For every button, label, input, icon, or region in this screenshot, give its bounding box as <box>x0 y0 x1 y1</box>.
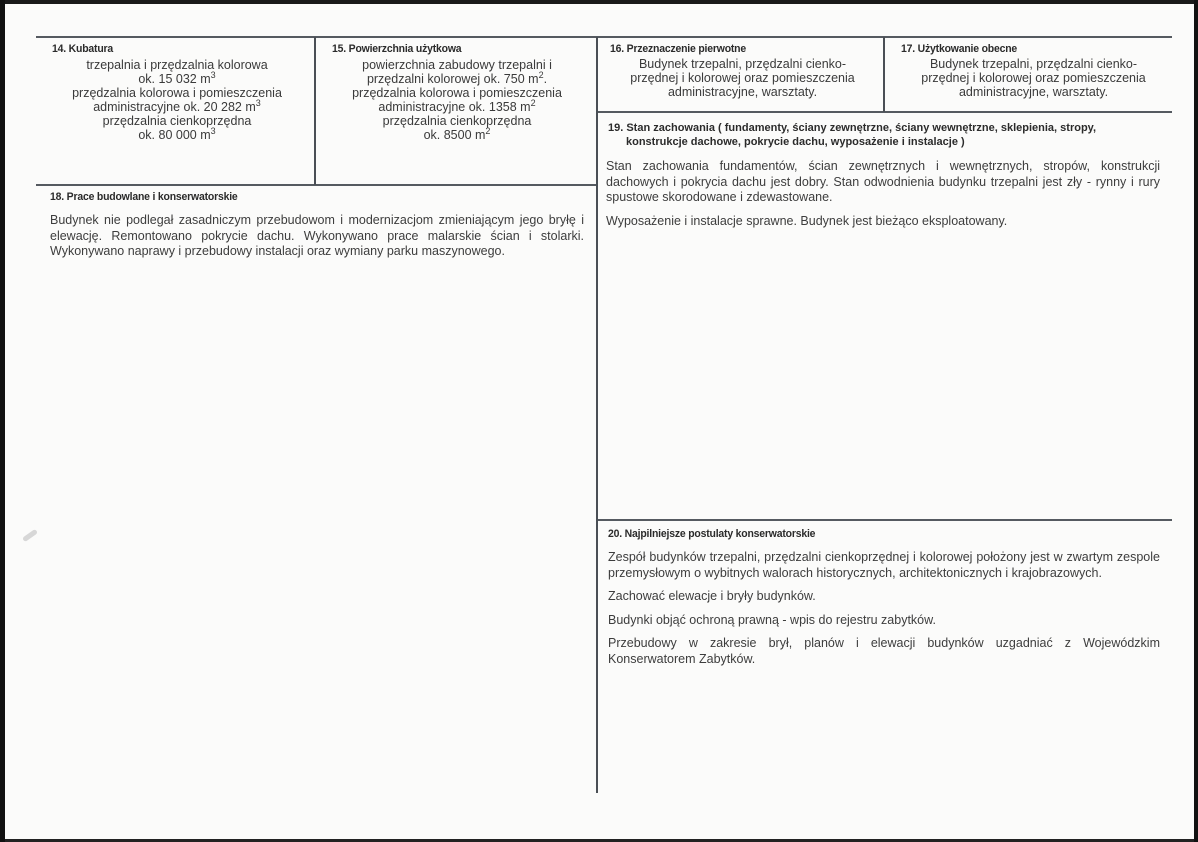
s16-line: Budynek trzepalni, przędzalni cienko- <box>638 57 847 71</box>
s15-line: ok. 8500 $m^2$ <box>423 126 491 142</box>
s14-line: ok. 15 032 $m^3$ <box>138 70 216 86</box>
section-17-uzytkowanie <box>901 42 1166 99</box>
section-19-stan-zachowania <box>608 121 1160 237</box>
s15-line: administracyjne ok. 1358 $m^2$ <box>378 98 536 114</box>
s14-line: przędzalnia kolorowa i pomieszczenia <box>72 86 282 100</box>
divider-left-right <box>596 37 598 793</box>
section-20-text-3: Budynki objąć ochroną prawną - wpis do rejestru zabytków. <box>608 612 936 627</box>
section-19-title-line2: konstrukcje dachowe, pokrycie dachu, wyposażenie i instalacje ) <box>626 136 965 148</box>
section-20-text-1: Zespół budynków trzepalni, przędzalni cienkoprzędnej i kolorowej położony jest w zwartym zespole przemysłowym o wybitnych walorach historycznych, architektonicznych i krajobrazowych. <box>608 550 1160 580</box>
section-20-postulaty <box>608 527 1160 675</box>
s15-line: przędzalnia kolorowa i pomieszczenia <box>352 86 562 100</box>
s16-line: administracyjne, warsztaty. <box>667 85 818 99</box>
section-16-przeznaczenie <box>610 42 875 99</box>
scan-edge-top <box>0 0 1198 4</box>
scan-edge-left <box>0 0 5 842</box>
section-20-text-4: Przebudowy w zakresie brył, planów i elewacji budynków uzgadniać z Wojewódzkim Konserwatorem Zabytków. <box>608 636 1160 666</box>
s15-line: powierzchnia zabudowy trzepalni i <box>362 58 552 72</box>
s16-line: przędnej i kolorowej oraz pomieszczenia <box>630 71 855 85</box>
section-20-text-2: Zachować elewacje i bryły budynków. <box>608 589 816 603</box>
section-16-values <box>610 57 875 99</box>
section-15-powierzchnia <box>332 42 582 142</box>
section-18-text: Budynek nie podlegał zasadniczym przebudowom i modernizacjom zmieniającym jego bryłę i elewację. Remontowano pokrycie dachu. Wykonywano prace malarskie ścian i stolarki. Wykonywano naprawy i przebudowy instalacji oraz wymiany parku maszynowego. <box>50 213 584 258</box>
section-19-text-1: Stan zachowania fundamentów, ścian zewnętrznych i wewnętrznych, stropów, konstrukcji dachowych i pokrycia dachu jest dobry. Stan odwodnienia budynku trzepalni jest zły - rynny i rury spustowe skorodowane i zdewastowane. <box>606 159 1160 204</box>
section-18-prace <box>50 190 584 268</box>
rule-top <box>36 36 1172 38</box>
s17-line: administracyjne, warsztaty. <box>958 85 1109 99</box>
section-17-title: 17. Użytkowanie obecne <box>901 43 1018 55</box>
section-14-title: 14. Kubatura <box>52 43 114 55</box>
s15-line: przędzalni kolorowej ok. 750 $m^2$. <box>366 70 548 86</box>
section-15-values <box>332 58 582 142</box>
rule-above-20 <box>596 519 1172 521</box>
scan-smudge <box>22 529 38 542</box>
section-19-text-2: Wyposażenie i instalacje sprawne. Budynek jest bieżąco eksploatowany. <box>606 213 1008 228</box>
section-15-title: 15. Powierzchnia użytkowa <box>332 43 462 55</box>
s14-line: ok. 80 000 $m^3$ <box>138 126 216 142</box>
section-18-title: 18. Prace budowlane i konserwatorskie <box>50 191 238 203</box>
s17-line: przędnej i kolorowej oraz pomieszczenia <box>921 71 1146 85</box>
section-19-title <box>608 121 1160 149</box>
divider-14-15 <box>314 37 316 185</box>
s14-line: administracyjne ok. 20 282 $m^3$ <box>93 98 261 114</box>
section-20-title: 20. Najpilniejsze postulaty konserwatorskie <box>608 528 816 540</box>
section-14-kubatura <box>52 42 302 142</box>
s14-line: przędzalnia cienkoprzędna <box>102 114 252 128</box>
rule-under-14-15 <box>36 184 596 186</box>
section-17-values <box>901 57 1166 99</box>
s15-line: przędzalnia cienkoprzędna <box>382 114 532 128</box>
scan-edge-right <box>1194 0 1198 842</box>
section-16-title: 16. Przeznaczenie pierwotne <box>610 43 746 55</box>
divider-16-17 <box>883 37 885 112</box>
s14-line: trzepalnia i przędzalnia kolorowa <box>86 58 268 72</box>
s17-line: Budynek trzepalni, przędzalni cienko- <box>929 57 1138 71</box>
section-14-values <box>52 58 302 142</box>
section-19-title-line1: 19. Stan zachowania ( fundamenty, ściany zewnętrzne, ściany wewnętrzne, sklepienia, stropy, <box>608 122 1097 134</box>
